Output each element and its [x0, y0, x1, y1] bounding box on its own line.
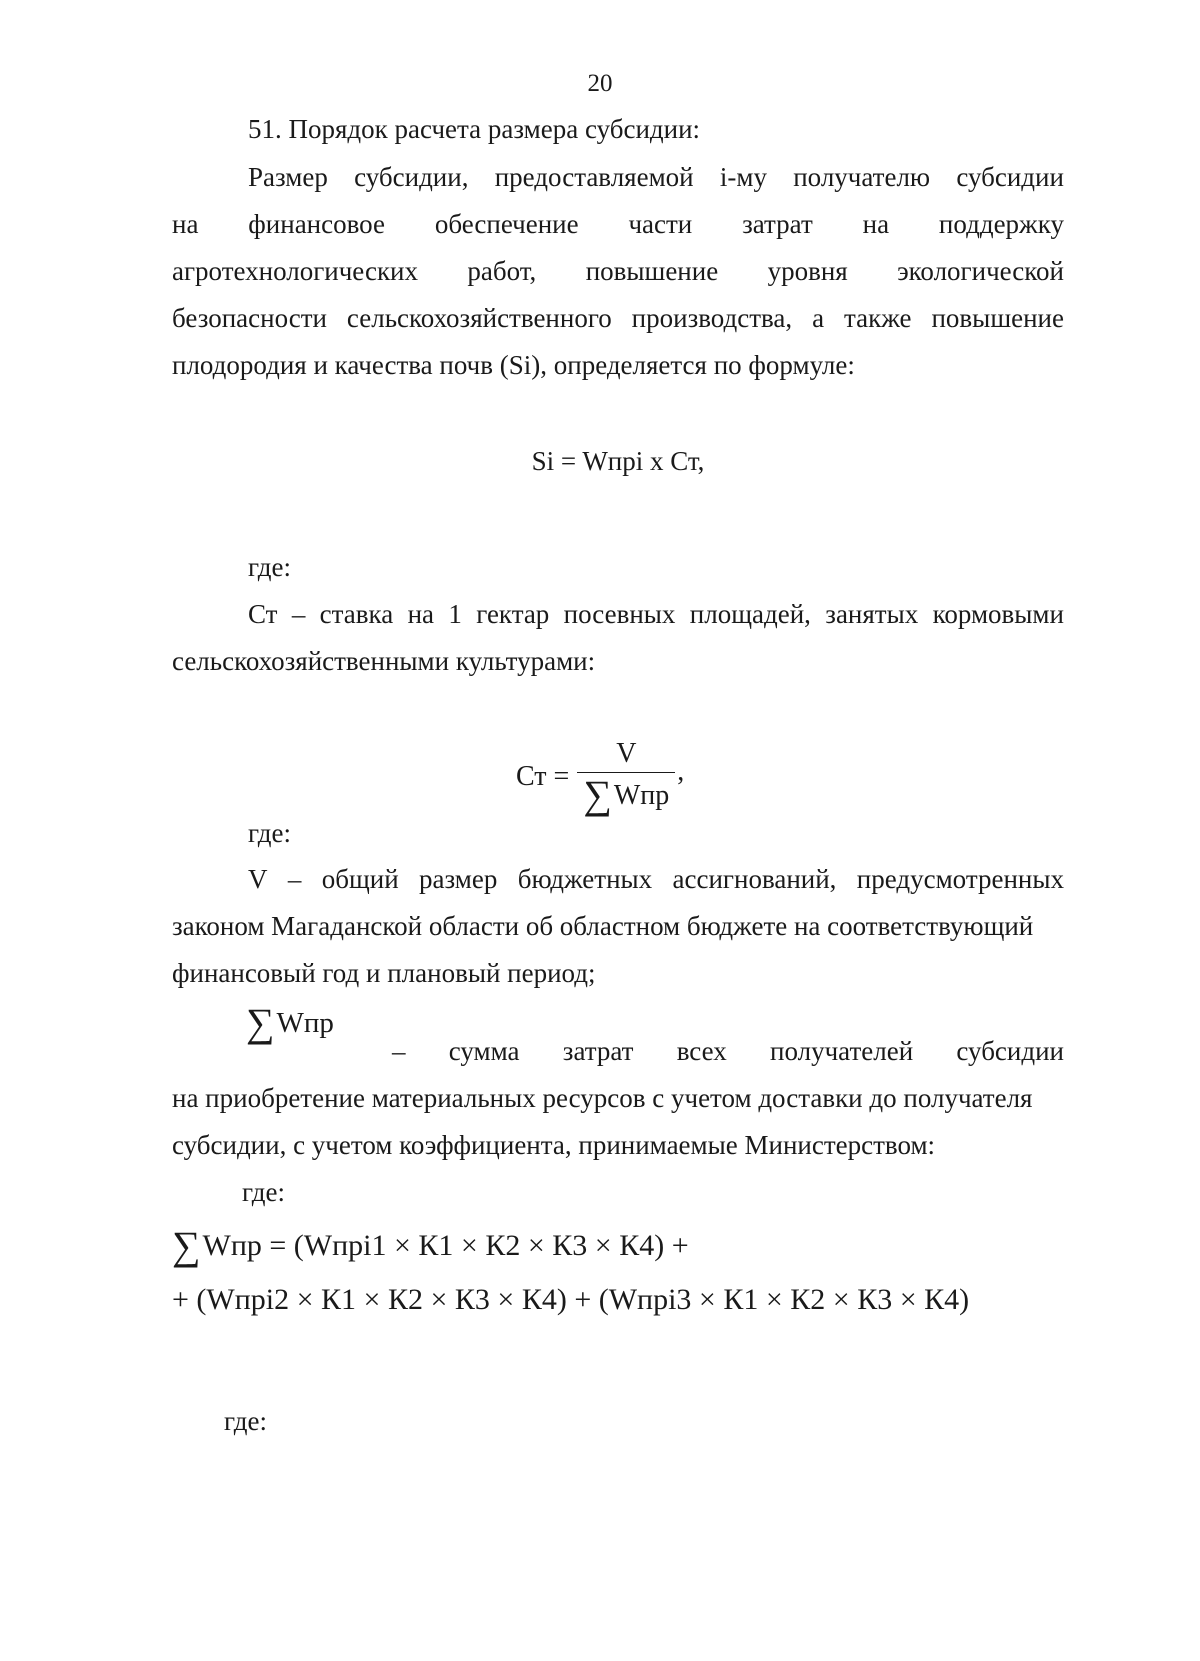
word: части: [628, 209, 693, 239]
word: обеспечение: [434, 209, 579, 239]
word: на: [862, 209, 890, 239]
where-label-2: где:: [248, 818, 291, 848]
word: работ,: [467, 256, 537, 286]
word: а: [812, 303, 825, 333]
word: повышение: [931, 303, 1064, 333]
word: финансовое: [248, 209, 385, 239]
word: сумма: [448, 1036, 520, 1066]
word: общий: [321, 864, 399, 894]
word: предусмотренных: [856, 864, 1064, 894]
word: размер: [419, 864, 498, 894]
word: предоставляемой: [494, 162, 694, 192]
ct-definition-line-1: [248, 597, 1064, 631]
formula-ct-lhs: Ст =: [516, 760, 570, 792]
word: посевных: [563, 599, 676, 629]
word: Размер: [248, 162, 328, 192]
word: получателей: [770, 1036, 914, 1066]
word: затрат: [562, 1036, 634, 1066]
word: уровня: [767, 256, 848, 286]
sum-definition-line-3: субсидии, с учетом коэффициента, принимаемые Министерством:: [172, 1130, 936, 1160]
fraction-denominator: [577, 772, 675, 815]
word: бюджетных: [517, 864, 653, 894]
where-label-4: где:: [224, 1406, 267, 1436]
word: –: [392, 1036, 406, 1066]
where-label-1: где:: [248, 552, 291, 582]
paragraph-1-line-2: [172, 207, 1064, 241]
paragraph-1-line-3: [172, 254, 1064, 288]
word: поддержку: [938, 209, 1064, 239]
word: ассигнований,: [672, 864, 837, 894]
word: субсидии: [956, 162, 1064, 192]
page-number: 20: [587, 70, 613, 97]
word: сельскохозяйственного: [346, 303, 612, 333]
word: –: [291, 599, 306, 629]
word: экологической: [897, 256, 1064, 286]
word: i-му: [719, 162, 767, 192]
ct-definition-line-2: сельскохозяйственными культурами:: [172, 646, 596, 676]
fraction-numerator: V: [616, 738, 637, 769]
word: кормовыми: [932, 599, 1064, 629]
sum-definition-line-1: [392, 1034, 1064, 1068]
sum-symbol-text: Wпр: [276, 1007, 334, 1039]
word: ставка: [319, 599, 394, 629]
word: повышение: [585, 256, 719, 286]
word: на: [172, 209, 199, 239]
paragraph-1-line-1: [248, 160, 1064, 194]
sigma-symbol: ∑: [172, 1223, 201, 1268]
sigma-symbol: ∑: [246, 1000, 275, 1045]
sigma-symbol: ∑: [583, 772, 612, 817]
sum-definition-line-2: на приобретение материальных ресурсов с учетом доставки до получателя: [172, 1083, 1033, 1113]
formula-ct-tail: ,: [677, 755, 685, 787]
word: –: [287, 864, 302, 894]
section-heading: 51. Порядок расчета размера субсидии:: [248, 114, 701, 144]
word: агротехнологических: [172, 256, 419, 286]
paragraph-1-line-5: плодородия и качества почв (Si), определяется по формуле:: [172, 350, 855, 380]
word: субсидии: [956, 1036, 1064, 1066]
word: производства,: [631, 303, 793, 333]
word: V: [248, 864, 268, 894]
word: занятых: [825, 599, 919, 629]
word: гектар: [476, 599, 550, 629]
formula-sum-line-1-text: Wпр = (Wпрi1 × К1 × К2 × К3 × К4) +: [202, 1229, 689, 1262]
word: на: [407, 599, 435, 629]
formula-sum-line-1: [172, 1223, 689, 1268]
denominator-text: Wпр: [613, 780, 670, 811]
v-definition-line-3: финансовый год и плановый период;: [172, 958, 596, 988]
fraction: [577, 738, 675, 815]
word: площадей,: [689, 599, 811, 629]
word: субсидии,: [354, 162, 469, 192]
word: безопасности: [172, 303, 327, 333]
paragraph-1-line-4: [172, 301, 1064, 335]
word: также: [844, 303, 912, 333]
formula-sum-line-2: + (Wпрi2 × К1 × К2 × К3 × К4) + (Wпрi3 × К1 × К2 × К3 × К4): [172, 1283, 970, 1316]
where-label-3: где:: [242, 1177, 285, 1207]
word: Ст: [248, 599, 278, 629]
v-definition-line-1: [248, 862, 1064, 896]
word: всех: [676, 1036, 727, 1066]
word: 1: [448, 599, 462, 629]
formula-ct: [516, 738, 684, 815]
word: получателю: [793, 162, 931, 192]
v-definition-line-2: законом Магаданской области об областном бюджете на соответствующий: [172, 911, 1034, 941]
sum-symbol: [246, 1000, 334, 1045]
word: затрат: [742, 209, 813, 239]
formula-si: Si = Wпрi х Ст,: [531, 446, 705, 476]
